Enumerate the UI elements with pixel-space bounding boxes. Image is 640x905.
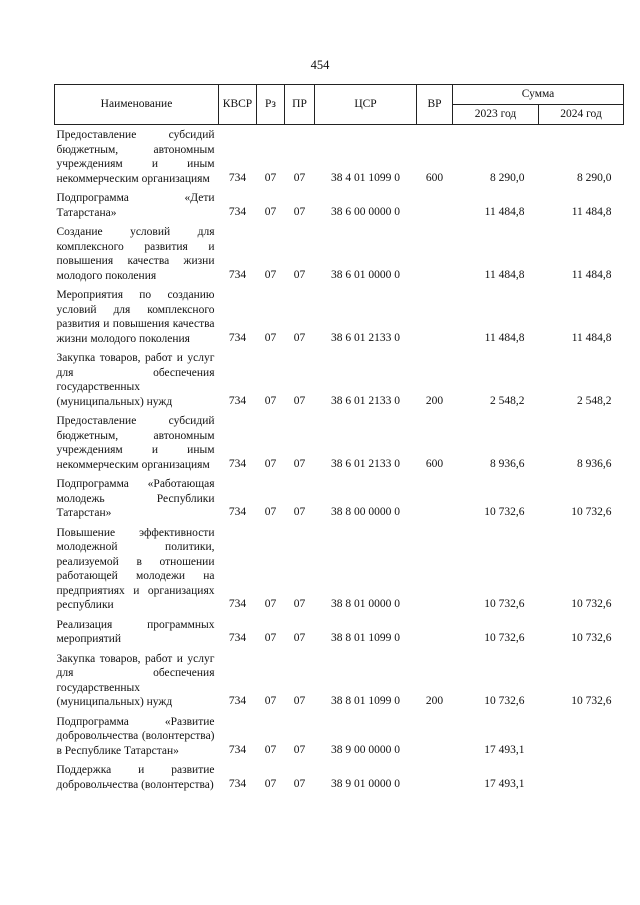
table-row bbox=[55, 411, 624, 474]
row-pr: 07 bbox=[293, 331, 306, 344]
row-csr: 38 8 00 0000 0 bbox=[331, 506, 400, 518]
row-pr: 07 bbox=[293, 506, 306, 518]
row-pr: 07 bbox=[293, 695, 306, 707]
row-vr bbox=[417, 615, 453, 649]
row-sum-2024 bbox=[539, 712, 624, 761]
row-kvsr: 734 bbox=[228, 598, 247, 610]
row-vr bbox=[417, 523, 453, 615]
row-rz: 07 bbox=[264, 598, 277, 610]
row-name: Поддержка и развитие добровольчества (волонтерства) bbox=[56, 764, 215, 791]
header-year-2024: 2024 год bbox=[539, 105, 624, 125]
row-csr: 38 9 01 0000 0 bbox=[331, 777, 400, 790]
table-row bbox=[55, 649, 624, 712]
row-sum-2023: 17 493,1 bbox=[484, 743, 525, 756]
row-sum-2024: 11 484,8 bbox=[571, 205, 612, 218]
table-row bbox=[55, 615, 624, 649]
row-sum-2023: 8 936,6 bbox=[490, 457, 525, 470]
row-csr: 38 6 01 2133 0 bbox=[331, 394, 400, 407]
row-name: Закупка товаров, работ и услуг для обеспечения государственных (муниципальных) нужд bbox=[56, 352, 215, 408]
row-sum-2023: 11 484,8 bbox=[484, 331, 525, 344]
header-pr: ПР bbox=[285, 85, 315, 125]
row-vr: 600 bbox=[425, 171, 444, 184]
row-vr bbox=[417, 285, 453, 348]
row-rz: 07 bbox=[264, 506, 277, 518]
table-body bbox=[55, 125, 624, 795]
row-kvsr: 734 bbox=[228, 394, 247, 407]
row-name: Закупка товаров, работ и услуг для обеспечения государственных (муниципальных) нужд bbox=[56, 652, 215, 708]
row-sum-2024 bbox=[539, 760, 624, 794]
row-csr: 38 8 01 1099 0 bbox=[331, 695, 400, 707]
row-rz: 07 bbox=[264, 777, 277, 790]
row-pr: 07 bbox=[293, 743, 306, 756]
row-pr: 07 bbox=[293, 205, 306, 218]
row-pr: 07 bbox=[293, 394, 306, 407]
row-rz: 07 bbox=[264, 331, 277, 344]
table-row bbox=[55, 348, 624, 411]
row-kvsr: 734 bbox=[228, 632, 247, 644]
row-vr bbox=[417, 188, 453, 222]
row-csr: 38 6 00 0000 0 bbox=[331, 205, 400, 218]
row-sum-2024: 10 732,6 bbox=[571, 506, 612, 518]
row-rz: 07 bbox=[264, 394, 277, 407]
row-name: Предоставление субсидий бюджетным, автономным учреждениям и иным некоммерческим организациям bbox=[56, 129, 215, 185]
table-row bbox=[55, 712, 624, 761]
row-vr bbox=[417, 474, 453, 523]
row-csr: 38 6 01 0000 0 bbox=[331, 268, 400, 281]
row-sum-2024: 11 484,8 bbox=[571, 331, 612, 344]
row-pr: 07 bbox=[293, 268, 306, 281]
row-name: Мероприятия по созданию условий для комплексного развития и повышения качества жизни молодого поколения bbox=[56, 289, 215, 345]
row-sum-2024: 8 290,0 bbox=[577, 171, 612, 184]
row-name: Подпрограмма «Работающая молодежь Республики Татарстан» bbox=[56, 478, 215, 519]
row-name: Создание условий для комплексного развития и повышения качества жизни молодого поколения bbox=[56, 226, 215, 282]
row-rz: 07 bbox=[264, 205, 277, 218]
budget-table bbox=[54, 84, 624, 794]
row-kvsr: 734 bbox=[228, 743, 247, 756]
row-vr bbox=[417, 760, 453, 794]
row-vr: 200 bbox=[425, 695, 444, 707]
row-rz: 07 bbox=[264, 457, 277, 470]
row-name: Подпрограмма «Развитие добровольчества (волонтерства) в Республике Татарстан» bbox=[56, 715, 215, 757]
row-sum-2023: 11 484,8 bbox=[484, 205, 525, 218]
table-row bbox=[55, 188, 624, 222]
row-kvsr: 734 bbox=[228, 268, 247, 281]
row-kvsr: 734 bbox=[228, 506, 247, 518]
table-row bbox=[55, 760, 624, 794]
row-sum-2024: 11 484,8 bbox=[571, 268, 612, 281]
row-name: Предоставление субсидий бюджетным, автономным учреждениям и иным некоммерческим организациям bbox=[56, 415, 215, 471]
table-row bbox=[55, 222, 624, 285]
row-csr: 38 8 01 1099 0 bbox=[331, 632, 400, 644]
row-sum-2023: 10 732,6 bbox=[484, 632, 525, 644]
row-sum-2023: 10 732,6 bbox=[484, 506, 525, 518]
row-kvsr: 734 bbox=[228, 695, 247, 707]
row-sum-2023: 17 493,1 bbox=[484, 777, 525, 790]
row-kvsr: 734 bbox=[228, 331, 247, 344]
header-csr: ЦСР bbox=[315, 85, 417, 125]
header-name: Наименование bbox=[55, 85, 219, 125]
row-vr: 600 bbox=[425, 457, 444, 470]
header-sum: Сумма bbox=[453, 85, 624, 105]
row-sum-2023: 8 290,0 bbox=[490, 171, 525, 184]
table-row bbox=[55, 523, 624, 615]
table-row bbox=[55, 285, 624, 348]
row-sum-2023: 10 732,6 bbox=[484, 695, 525, 707]
row-vr bbox=[417, 222, 453, 285]
table-row bbox=[55, 125, 624, 189]
row-rz: 07 bbox=[264, 171, 277, 184]
page-number: 454 bbox=[310, 58, 330, 72]
header-year-2023: 2023 год bbox=[453, 105, 539, 125]
row-kvsr: 734 bbox=[228, 205, 247, 218]
row-sum-2024: 10 732,6 bbox=[571, 632, 612, 644]
row-name: Повышение эффективности молодежной политики, реализуемой в отношении работающей молодежи на предприятиях и организациях республики bbox=[56, 526, 215, 611]
row-pr: 07 bbox=[293, 457, 306, 470]
row-rz: 07 bbox=[264, 268, 277, 281]
row-rz: 07 bbox=[264, 695, 277, 707]
row-csr: 38 4 01 1099 0 bbox=[331, 171, 400, 184]
row-kvsr: 734 bbox=[228, 777, 247, 790]
row-sum-2023: 10 732,6 bbox=[484, 598, 525, 610]
row-sum-2023: 11 484,8 bbox=[484, 268, 525, 281]
row-sum-2023: 2 548,2 bbox=[490, 394, 525, 407]
table-header bbox=[55, 85, 624, 125]
row-vr bbox=[417, 712, 453, 761]
row-name: Подпрограмма «Дети Татарстана» bbox=[56, 192, 215, 219]
header-vr: ВР bbox=[417, 85, 453, 125]
row-csr: 38 9 00 0000 0 bbox=[331, 743, 400, 756]
row-pr: 07 bbox=[293, 171, 306, 184]
row-csr: 38 6 01 2133 0 bbox=[331, 331, 400, 344]
row-sum-2024: 8 936,6 bbox=[577, 457, 612, 470]
row-sum-2024: 2 548,2 bbox=[577, 394, 612, 407]
row-csr: 38 6 01 2133 0 bbox=[331, 457, 400, 470]
row-rz: 07 bbox=[264, 743, 277, 756]
row-csr: 38 8 01 0000 0 bbox=[331, 598, 400, 610]
row-sum-2024: 10 732,6 bbox=[571, 598, 612, 610]
row-kvsr: 734 bbox=[228, 171, 247, 184]
table-row bbox=[55, 474, 624, 523]
header-rz: Рз bbox=[257, 85, 285, 125]
row-rz: 07 bbox=[264, 632, 277, 644]
row-kvsr: 734 bbox=[228, 457, 247, 470]
row-pr: 07 bbox=[293, 632, 306, 644]
header-kvsr: КВСР bbox=[219, 85, 257, 125]
row-pr: 07 bbox=[293, 777, 306, 790]
row-vr: 200 bbox=[425, 394, 444, 407]
row-sum-2024: 10 732,6 bbox=[571, 695, 612, 707]
row-pr: 07 bbox=[293, 598, 306, 610]
row-name: Реализация программных мероприятий bbox=[56, 618, 215, 645]
